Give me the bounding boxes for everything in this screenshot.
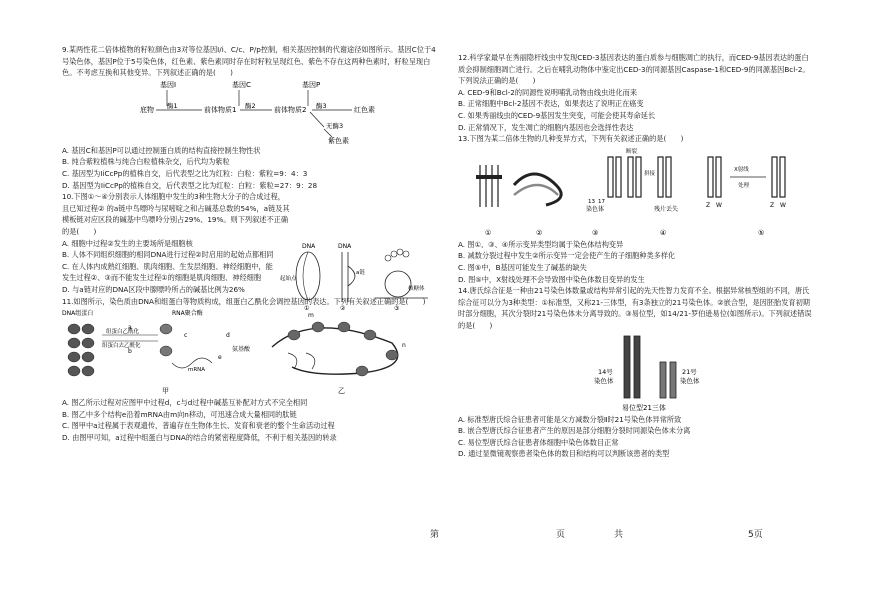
- chromosome-21-word: 染色体: [680, 376, 700, 385]
- option-a: A. 细胞中过程②发生的主要场所是细胞核: [62, 238, 193, 248]
- rna-polymerase-label: RNA聚合酶: [172, 310, 203, 318]
- label-m: m: [308, 312, 314, 320]
- chromatin-figure: [62, 307, 437, 397]
- option-d: D. 由图甲可知，a过程中组蛋白与DNA的结合的紧密程度降低，不利于相关基因的转录: [62, 432, 337, 442]
- question-stem: 10.下图①～④分别表示人体细胞中发生的3种生物大分子的合成过程，且已知过程② 的a链中鸟嘌呤与尿嘧啶之和占碱基总数的54%，a链及其模板链对应区段的碱基中鸟嘌呤分别占29%、19%。则下列叙述不正确的是( ): [62, 192, 290, 236]
- left-column: [62, 44, 437, 443]
- enzyme-3-label: 酶3: [316, 101, 327, 110]
- label-n: n: [402, 342, 406, 350]
- footer-di: 第: [430, 530, 440, 540]
- option-a: A. 基因C和基因P可以通过控制蛋白质的结构直接控制生物性状: [62, 145, 261, 155]
- label-jia: 甲: [162, 387, 169, 396]
- label-13: 13: [588, 198, 595, 205]
- question-12: [458, 52, 813, 133]
- footer-total: 5页: [748, 530, 763, 540]
- question-stem: 13.下图为某二倍体生物的几种变异方式，下列有关叙述正确的是( ): [458, 134, 684, 144]
- option-b: B. 嵌合型唐氏综合征患者产生的原因是部分细胞分裂时同源染色体未分离: [458, 426, 691, 436]
- gene-p-label: 基因P: [302, 80, 321, 89]
- precursor-1-label: 前体物质1: [204, 105, 237, 114]
- option-c: C. 易位型唐氏综合征患者体细胞中染色体数目正常: [458, 437, 619, 447]
- translocation-diagram: [458, 332, 813, 414]
- option-a: A. CED-9和Bcl-2的同源性说明哺乳动物由线虫进化而来: [458, 87, 638, 97]
- figure-label-4: ④: [660, 228, 667, 237]
- question-stem: 9.某两性花二倍体植物的籽粒颜色由3对等位基因I/i、C/c、P/p控制，相关基因控制的代谢途径如图所示。基因C位于4号染色体，基因P位于5号染色体，红色素、紫色素同时存在时籽粒呈现红色、紫色不存在这两种色素时，籽粒呈现白色。不考虑互换和其他变异。下列叙述正确的是( ): [62, 45, 436, 78]
- option-c: C. 基因型为IiCcPp的植株自交，后代表型之比为红粒：白粒：紫粒=9：4：3: [62, 168, 308, 178]
- label-yi: 乙: [338, 387, 345, 396]
- question-9: [62, 44, 437, 191]
- mrna-label: mRNA: [188, 367, 206, 374]
- origin-label: 起始点: [280, 276, 297, 282]
- acetylation-label: 组蛋白乙酰化: [106, 329, 140, 336]
- splice-label: 拼接: [644, 170, 656, 177]
- question-stem: 11.如图所示，染色质由DNA和组蛋白等物质构成，组蛋白乙酰化会调控基因的表达。下列有关叙述正确的是( ): [62, 296, 426, 306]
- option-b: B. 减数分裂过程中发生②所示变异一定会使产生的子细胞种类多样化: [458, 251, 676, 261]
- footer-ye: 页: [556, 530, 566, 540]
- gene-i-label: 基因I: [160, 80, 177, 89]
- label-c: c: [184, 332, 188, 340]
- a-chain-label: a链: [356, 270, 365, 276]
- label-e: e: [218, 354, 222, 362]
- pathway-diagram: [62, 79, 437, 145]
- option-c: C. 在人体内成熟红细胞、肌肉细胞、生发层细胞、神经细胞中，能发生过程②、③而不能发生过程①的细胞是肌肉细胞、神经细胞: [62, 261, 273, 283]
- w-label-left: W: [716, 201, 722, 209]
- option-b: B. 人体不同组织细胞的相同DNA进行过程②时启用的起始点都相同: [62, 250, 274, 260]
- translocation-figure: [458, 332, 813, 414]
- chromosome-14-word: 染色体: [594, 376, 614, 385]
- purple-pigment-label: 紫色素: [328, 136, 349, 145]
- option-c: C. 图甲中a过程属于表观遗传，普遍存在生物体生长、发育和衰老的整个生命活动过程: [62, 421, 335, 431]
- red-pigment-label: 红色素: [354, 105, 375, 114]
- precursor-2-label: 前体物质2: [274, 105, 307, 114]
- chromosome-14-label: 14号: [598, 367, 613, 376]
- option-d: D. 通过显微镜观察患者染色体的数目和结构可以判断该患者的类型: [458, 449, 670, 459]
- step-2-label: ②: [340, 305, 346, 312]
- xray-label: X射线: [734, 166, 749, 173]
- gene-c-label: 基因C: [232, 80, 251, 89]
- question-13: [458, 133, 813, 285]
- z-label-left: Z: [706, 201, 711, 209]
- option-d: D. 与a链对应的DNA区段中腺嘌呤所占的碱基比例为26%: [62, 284, 245, 294]
- question-stem: 14.唐氏综合征是一种由21号染色体数量或结构异常引起的先天性智力发育不全。根据异常核型组的不同，唐氏综合征可以分为3种类型：①标准型，又称21-三体型，有3条独立的21号染色体。②嵌合型，是因胚胎发育初期时部分细胞，其次分裂时21号染色体未分离导致的。③易位型，如14/21-罗伯逊易位(如图所示)。下列叙述错误的是( ): [458, 286, 812, 330]
- dna-replication-figure: [280, 240, 430, 316]
- metabolic-pathway-figure: [62, 79, 437, 145]
- question-stem: 12.科学家最早在秀丽隐杆线虫中发现CED-3基因表达的蛋白质参与细胞凋亡的执行，而CED-9基因表达的蛋白质会抑制细胞凋亡进行。之后在哺乳动物体中鉴定出CED-3的同源基因Caspase-1和CED-9的同源基因Bcl-2。下列说法正确的是( ): [458, 53, 810, 86]
- amino-acid-label: 氨基酸: [232, 346, 251, 354]
- dna-label-2: DNA: [338, 243, 352, 250]
- option-d: D. 基因型为IiCcPp的植株自交，后代表型之比为红粒：白粒：紫粒=27：9：28: [62, 180, 318, 190]
- figure-label-3: ③: [592, 228, 599, 237]
- figure-label-1: ①: [485, 228, 492, 237]
- chromosome-label: 染色体: [586, 205, 605, 213]
- label-a: a: [128, 324, 132, 332]
- chromatin-diagram: [62, 307, 437, 397]
- option-c: C. 图⑤中，B基因可能发生了碱基的缺失: [458, 262, 587, 272]
- enzyme-1-label: 酶1: [167, 101, 178, 110]
- question-11: [62, 296, 437, 444]
- option-b: B. 图乙中多个结构e沿着mRNA由m向n移动，可迅速合成大量相同的肽链: [62, 409, 297, 419]
- option-b: B. 正常细胞中Bcl-2基因不表达，如果表达了说明正在癌变: [458, 99, 644, 109]
- step-3-label: ③: [394, 305, 400, 312]
- z-label-right: Z: [770, 201, 775, 209]
- deacetylation-label: 组蛋白去乙酰化: [102, 343, 141, 350]
- option-a: A. 标准型唐氏综合征患者可能是父方减数分裂Ⅱ时21号染色体异常所致: [458, 414, 682, 424]
- label-17: 17: [598, 198, 605, 205]
- figure-label-5: ⑤: [758, 228, 765, 237]
- figure-caption: 易位型21三体: [622, 403, 666, 412]
- treatment-label: 处理: [738, 182, 750, 189]
- ribosome-label: 核糖体: [408, 286, 425, 292]
- substrate-label: 底物: [140, 105, 154, 114]
- fragment-lost-label: 残片丢失: [654, 205, 679, 213]
- option-d: D. 图⑤中，X射线处理不会导致图中染色体数目变异的发生: [458, 274, 645, 284]
- right-column: [458, 52, 813, 460]
- mutation-diagram: [458, 145, 813, 239]
- enzyme-2-label: 酶2: [245, 101, 256, 110]
- mutation-types-figure: [458, 145, 813, 239]
- no-enzyme-3-label: 无酶3: [326, 121, 344, 130]
- chromosome-21-label: 21号: [682, 367, 697, 376]
- dna-label-1: DNA: [302, 243, 316, 250]
- figure-label-2: ②: [536, 228, 543, 237]
- option-b: B. 纯合紫粒植株与纯合白粒植株杂交，后代均为紫粒: [62, 157, 230, 167]
- option-a: A. 图乙所示过程对应图甲中过程d，c与d过程中碱基互补配对方式不完全相同: [62, 398, 308, 408]
- option-d: D. 正常情况下，发生凋亡的细胞内基因也会选择性表达: [458, 122, 634, 132]
- label-d: d: [226, 332, 230, 340]
- step-1-label: ①: [304, 305, 310, 312]
- replication-diagram: [280, 240, 430, 312]
- dna-histone-label: DNA组蛋白: [62, 310, 94, 318]
- footer-gong: 共: [614, 530, 624, 540]
- question-14: [458, 285, 813, 460]
- label-b: b: [128, 348, 132, 356]
- option-a: A. 图①、③、④所示变异类型均属于染色体结构变异: [458, 239, 624, 249]
- break-label: 断裂: [626, 148, 638, 155]
- w-label-right: W: [780, 201, 786, 209]
- option-c: C. 如果秀丽线虫的CED-9基因发生突变，可能会使其寿命延长: [458, 110, 656, 120]
